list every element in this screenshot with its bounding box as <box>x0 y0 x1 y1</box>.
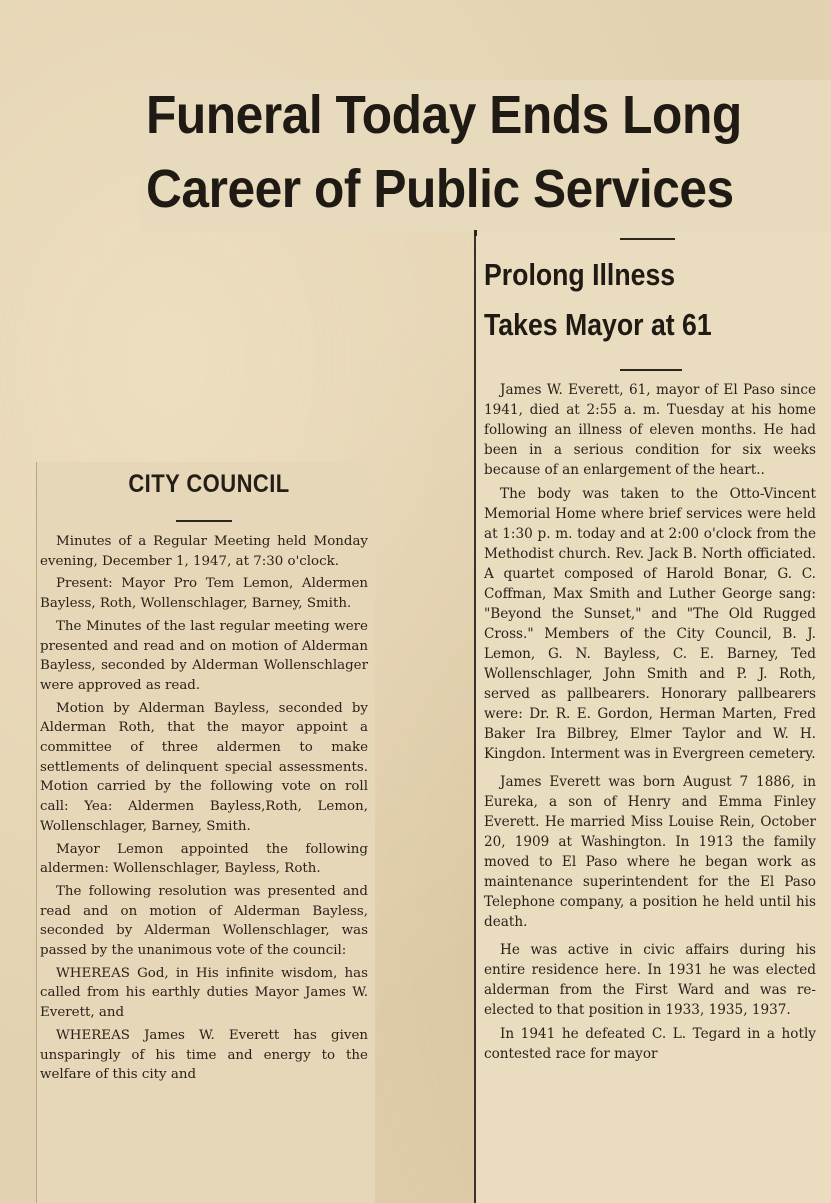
obituary-paragraph: James Everett was born August 7 1886, in Eureka, a son of Henry and Emma Finley Everett. He married Miss Louise Rein, October 20, 1909 at Washington. In 1913 the family moved to El Paso where he began work as maintenance superintendent for the El Paso Telephone company, a position he held until his death. <box>484 774 816 930</box>
obituary-paragraph: He was active in civic affairs during his entire residence here. In 1931 he was elected alderman from the First Ward and was re-elected to that position in 1933, 1935, 1937. <box>484 942 816 1018</box>
column-divider-top <box>474 230 477 236</box>
city-council-minutes <box>40 532 368 1088</box>
rule-under-subheadline <box>620 369 682 371</box>
council-paragraph: WHEREAS God, in His infinite wisdom, has called from his earthly duties Mayor James W. Everett, and <box>40 965 368 1021</box>
obituary-paragraph: James W. Everett, 61, mayor of El Paso since 1941, died at 2:55 a. m. Tuesday at his home following an illness of eleven months. He had been in a serious condition for six weeks because of an enlargement of the heart.. <box>484 382 816 478</box>
council-paragraph: Minutes of a Regular Meeting held Monday evening, December 1, 1947, at 7:30 o'clock. <box>40 534 368 569</box>
headline-line-2: Career of Public Services <box>146 159 734 219</box>
obituary-headline-line-1: Prolong Illness <box>484 257 676 292</box>
obituary-article <box>484 380 816 1068</box>
rule-under-council-title <box>176 520 232 522</box>
council-paragraph: Mayor Lemon appointed the following aldermen: Wollenschlager, Bayless, Roth. <box>40 841 368 877</box>
council-paragraph: The following resolution was presented and read and on motion of Alderman Bayless, seconded by Alderman Wollenschlager, was passed by the unanimous vote of the council: <box>40 883 368 959</box>
council-paragraph: Motion by Alderman Bayless, seconded by Alderman Roth, that the mayor appoint a committee of three aldermen to make settlements of delinquent special assessments. Motion carried by the following vote on roll call: Yea: Aldermen Bayless,Roth, Lemon, Wollenschlager, Barney, Smith. <box>40 700 368 834</box>
obituary-paragraph: In 1941 he defeated C. L. Tegard in a hotly contested race for mayor <box>484 1026 816 1062</box>
obituary-headline <box>484 250 768 350</box>
obituary-paragraph: The body was taken to the Otto-Vincent Memorial Home where brief services were held at 1:30 p. m. today and at 2:00 o'clock from the Methodist church. Rev. Jack B. North officiated. A quartet composed of Harold Bonar, G. C. Coffman, Max Smith and Luther George sang: "Beyond the Sunset," and "The Old Rugged Cross." Members of the City Council, B. J. Lemon, G. N. Bayless, C. E. Barney, Ted Wollenschlager, John Smith and P. J. Roth, served as pallbearers. Honorary pallbearers were: Dr. R. E. Gordon, Herman Marten, Fred Baker Ira Bilbrey, Elmer Taylor and W. H. Kingdon. Interment was in Evergreen cemetery. <box>484 486 816 762</box>
headline-line-1: Funeral Today Ends Long <box>146 85 742 145</box>
council-paragraph: The Minutes of the last regular meeting were presented and read and on motion of Alderman Bayless, seconded by Alderman Wollenschlager were approved as read. <box>40 618 368 693</box>
main-headline <box>146 78 772 226</box>
council-paragraph: WHEREAS James W. Everett has given unsparingly of his time and energy to the welfare of this city and <box>40 1027 368 1083</box>
obituary-headline-line-2: Takes Mayor at 61 <box>484 307 712 342</box>
council-paragraph: Present: Mayor Pro Tem Lemon, Aldermen Bayless, Roth, Wollenschlager, Barney, Smith. <box>40 576 368 612</box>
city-council-title: CITY COUNCIL <box>128 470 290 498</box>
rule-under-headline <box>620 238 675 240</box>
